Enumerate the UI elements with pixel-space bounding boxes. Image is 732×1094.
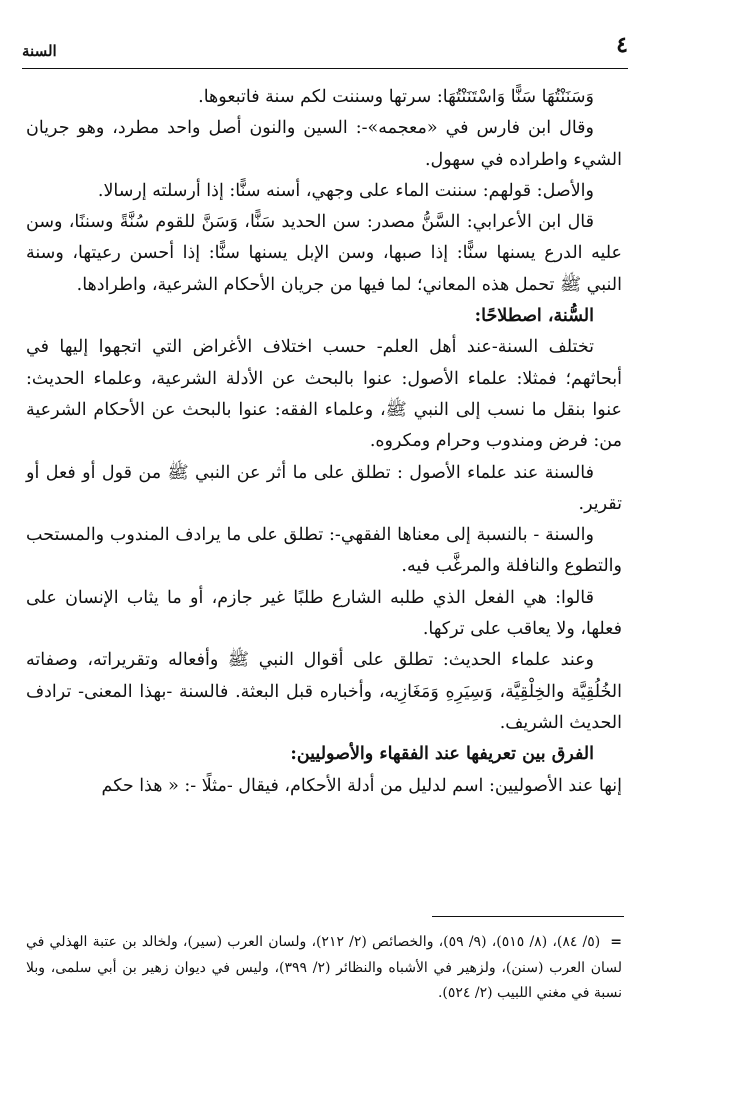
- section-heading-istilahan: السُّنة، اصطلاحًا:: [474, 306, 594, 327]
- paragraph-ikhtilaf: تختلف السنة-عند أهل العلم- حسب اختلاف الأغراض التي اتجهوا إليها في أبحاثهم؛ فمثلا: علماء الأصول: عنوا بالبحث عن الأدلة الشرعية، وعلماء الحديث: عنوا بنقل ما نسب إلى النبي ﷺ، وعلماء الفقه: عنوا بالبحث عن الأحكام الشرعية من: فرض ومندوب وحرام ومكروه.: [26, 337, 622, 452]
- paragraph-asl: والأصل: قولهم: سننت الماء على وجهي، أسنه سنًّا: إذا أرسلته إرسالا.: [97, 180, 594, 201]
- paragraph-fiqhi: والسنة - بالنسبة إلى معناها الفقهي-: تطلق على ما يرادف المندوب والمستحب والتطوع والنافلة والمرغَّب فيه.: [26, 525, 622, 577]
- body-text: [26, 82, 622, 802]
- paragraph-ibn-faris: وقال ابن فارس في «معجمه»-: السين والنون أصل واحد مطرد، وهو جريان الشيء واطراده في سهول.: [26, 118, 622, 170]
- paragraph-usul: فالسنة عند علماء الأصول : تطلق على ما أثر عن النبي ﷺ من قول أو فعل أو تقرير.: [26, 462, 622, 514]
- header-rule: [22, 68, 628, 69]
- page-number: ٤: [616, 32, 628, 58]
- footnote: [26, 930, 622, 1007]
- paragraph-qalu: قالوا: هي الفعل الذي طلبه الشارع طلبًا غير جازم، أو ما يثاب الإنسان على فعلها، ولا يعاقب على تركها.: [26, 587, 622, 640]
- section-heading-farq: الفرق بين تعريفها عند الفقهاء والأصوليين:: [290, 744, 594, 765]
- paragraph-usuliyyin: إنها عند الأصوليين: اسم لدليل من أدلة الأحكام، فيقال -مثلًا -: « هذا حكم: [101, 775, 622, 796]
- footnote-rule: [432, 916, 624, 917]
- paragraph-ibn-al-arabi: قال ابن الأعرابي: السَّنُّ مصدر: سن الحديد سَنًّا، وَسَنَّ للقوم سُنَّةً وسننًا، وسن عليه الدرع يسنها سنًّا: إذا صبها، وسن الإبل يسنها سنًّا: إذا أحسن رعيتها، وسنة النبي ﷺ تحمل هذه المعاني؛ لما فيها من جريان الأحكام الشرعية، واطرادها.: [26, 212, 622, 295]
- running-title: السنة: [22, 42, 57, 60]
- footnote-marker: =: [610, 934, 622, 950]
- paragraph-sanantuha: وَسَنَنْتُهَا سَنًّا وَاسْتَنَنْتُهَا: سرتها وسننت لكم سنة فاتبعوها.: [198, 87, 594, 107]
- paragraph-hadith: وعند علماء الحديث: تطلق على أقوال النبي ﷺ وأفعاله وتقريراته، وصفاته الخُلُقِيَّة والخِلْقِيَّة، وَسِيَرِهِ وَمَغَازِيه، وأخباره قبل البعثة. فالسنة -بهذا المعنى- ترادف الحديث الشريف.: [26, 650, 622, 733]
- page-header: [22, 30, 628, 68]
- footnote-text: (٥/ ٨٤)، (٨/ ٥١٥)، (٩/ ٥٩)، والخصائص (٢/ ٢١٢)، ولسان العرب (سير)، ولخالد بن عتبة الهذلي في لسان العرب (سنن)، ولزهير في الأشباه والنظائر (٢/ ٣٩٩)، وليس في ديوان زهير بن أبي سلمى، وبلا نسبة في مغني اللبيب (٢/ ٥٢٤).: [26, 934, 622, 1001]
